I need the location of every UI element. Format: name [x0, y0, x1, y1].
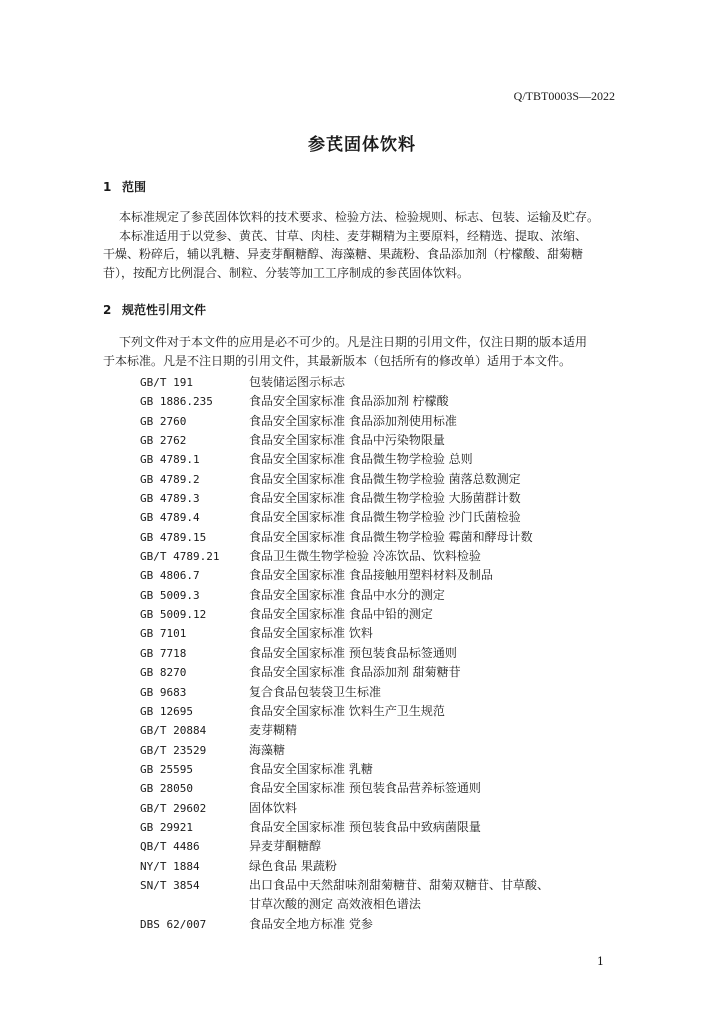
section-heading — [103, 301, 206, 318]
reference-title: 食品安全国家标准 食品微生物学检验 大肠菌群计数 — [249, 491, 521, 506]
reference-title: 食品安全国家标准 食品中水分的测定 — [249, 587, 445, 602]
reference-code: GB/T 4789.21 — [140, 550, 220, 564]
reference-code: NY/T 1884 — [140, 859, 200, 873]
reference-title: 出口食品中天然甜味剂甜菊糖苷、甜菊双糖苷、甘草酸、 — [249, 877, 550, 892]
reference-title: 食品安全国家标准 食品添加剂 甜菊糖苷 — [249, 665, 461, 680]
reference-code: GB 28050 — [140, 782, 193, 796]
paragraph-line: 于本标准。凡是不注日期的引用文件，其最新版本（包括所有的修改单）适用于本文件。 — [103, 353, 572, 368]
reference-code: GB 25595 — [140, 762, 193, 776]
reference-code: GB 29921 — [140, 820, 193, 834]
reference-code: GB 4789.15 — [140, 530, 207, 544]
reference-code: GB/T 23529 — [140, 743, 207, 757]
reference-code: GB/T 191 — [140, 376, 193, 389]
reference-code: GB 7101 — [140, 627, 187, 641]
reference-code: GB 1886.235 — [140, 395, 213, 409]
page-number: 1 — [597, 955, 604, 968]
reference-code: GB 5009.12 — [140, 608, 207, 622]
reference-title: 食品安全国家标准 食品微生物学检验 霉菌和酵母计数 — [249, 529, 533, 544]
reference-code: GB 4789.4 — [140, 511, 200, 525]
reference-title: 食品安全国家标准 食品微生物学检验 沙门氏菌检验 — [249, 510, 521, 525]
reference-title: 食品安全国家标准 乳糖 — [249, 761, 373, 776]
standard-code: Q/TBT0003S—2022 — [513, 89, 615, 103]
reference-title: 绿色食品 果蔬粉 — [249, 858, 337, 873]
reference-title: 复合食品包装袋卫生标准 — [249, 684, 382, 699]
reference-code: GB 8270 — [140, 666, 187, 680]
reference-code: GB 2760 — [140, 414, 187, 428]
reference-code: GB/T 29602 — [140, 801, 207, 815]
reference-title: 食品安全国家标准 食品添加剂 柠檬酸 — [249, 394, 449, 409]
section-2-paragraphs — [103, 333, 618, 370]
reference-title: 食品安全国家标准 食品中污染物限量 — [249, 433, 445, 448]
reference-title: 麦芽糊精 — [249, 723, 298, 738]
reference-title: 包装储运图示标志 — [249, 375, 346, 389]
reference-code: GB 4806.7 — [140, 569, 200, 583]
reference-title: 食品安全国家标准 预包装食品营养标签通则 — [249, 781, 481, 796]
reference-title: 食品安全国家标准 食品中铅的测定 — [249, 607, 433, 622]
reference-title: 食品安全地方标准 党参 — [249, 916, 373, 931]
reference-code: GB 2762 — [140, 434, 187, 448]
section-1-paragraphs — [103, 208, 618, 283]
reference-code: DBS 62/007 — [140, 917, 207, 931]
section-heading — [103, 178, 146, 195]
reference-title: 甘草次酸的测定 高效液相色谱法 — [249, 897, 421, 912]
reference-title: 固体饮料 — [249, 800, 298, 815]
document-title: 参芪固体饮料 — [308, 135, 416, 155]
reference-code: GB 9683 — [140, 685, 187, 699]
reference-title: 食品安全国家标准 食品微生物学检验 总则 — [249, 452, 473, 467]
reference-title: 食品卫生微生物学检验 冷冻饮品、饮料检验 — [249, 549, 481, 564]
reference-code: GB 5009.3 — [140, 588, 200, 602]
reference-title: 食品安全国家标准 食品接触用塑料材料及制品 — [249, 568, 493, 583]
reference-title: 食品安全国家标准 饮料 — [249, 626, 373, 641]
reference-code: GB 12695 — [140, 704, 193, 718]
paragraph-line: 下列文件对于本文件的应用是必不可少的。凡是注日期的引用文件，仅注日期的版本适用 — [119, 335, 588, 349]
reference-code: QB/T 4486 — [140, 840, 200, 854]
section-title: 规范性引用文件 — [122, 303, 207, 317]
paragraph-line: 苷），按配方比例混合、制粒、分装等加工工序制成的参芪固体饮料。 — [103, 266, 470, 281]
section-number: 2 — [103, 303, 112, 317]
section-number: 1 — [103, 180, 112, 194]
section-title: 范围 — [122, 180, 147, 194]
reference-title: 食品安全国家标准 预包装食品中致病菌限量 — [249, 819, 481, 834]
paragraph-line: 干燥、粉碎后，辅以乳糖、异麦芽酮糖醇、海藻糖、果蔬粉、食品添加剂（柠檬酸、甜菊糖 — [103, 247, 584, 262]
reference-code: GB 7718 — [140, 646, 187, 660]
reference-title: 海藻糖 — [249, 742, 286, 757]
paragraph-line: 本标准规定了参芪固体饮料的技术要求、检验方法、检验规则、标志、包装、运输及贮存。 — [119, 210, 600, 224]
reference-title: 食品安全国家标准 食品添加剂使用标准 — [249, 413, 457, 428]
reference-title: 异麦芽酮糖醇 — [249, 839, 322, 854]
reference-code: GB 4789.1 — [140, 453, 200, 467]
paragraph-line: 本标准适用于以党参、黄芪、甘草、肉桂、麦芽糊精为主要原料，经精选、提取、浓缩、 — [119, 228, 588, 243]
reference-title: 食品安全国家标准 食品微生物学检验 菌落总数测定 — [249, 471, 521, 486]
reference-title: 食品安全国家标准 预包装食品标签通则 — [249, 645, 457, 660]
reference-code: GB 4789.2 — [140, 472, 200, 486]
reference-code: SN/T 3854 — [140, 878, 200, 892]
reference-title: 食品安全国家标准 饮料生产卫生规范 — [249, 703, 445, 718]
reference-code: GB 4789.3 — [140, 492, 200, 506]
reference-code: GB/T 20884 — [140, 724, 207, 738]
